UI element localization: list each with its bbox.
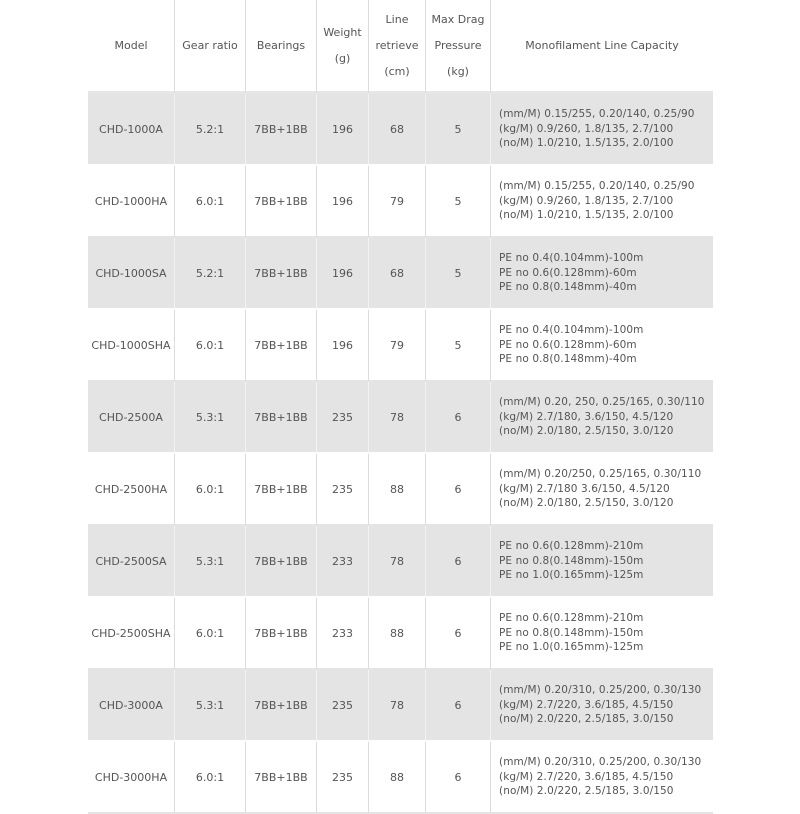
header-gear-ratio: Gear ratio [175,0,246,94]
capacity-line: (kg/M) 2.7/220, 3.6/185, 4.5/150 [499,770,674,783]
cell-gear-ratio: 5.3:1 [175,670,246,742]
cell-max-drag: 6 [426,382,491,454]
table-row [88,454,713,526]
cell-line-retrieve: 68 [369,94,426,166]
capacity-line: (mm/M) 0.15/255, 0.20/140, 0.25/90 [499,108,695,121]
capacity-line: PE no 1.0(0.165mm)-125m [499,569,644,582]
cell-line-retrieve: 79 [369,166,426,238]
capacity-line: (kg/M) 2.7/180 3.6/150, 4.5/120 [499,482,670,495]
cell-model: CHD-2500SA [88,526,175,598]
table-row [88,94,713,166]
table-row [88,382,713,454]
cell-weight: 235 [317,670,369,742]
cell-weight: 235 [317,382,369,454]
capacity-line: PE no 0.6(0.128mm)-210m [499,540,644,553]
cell-bearings: 7BB+1BB [246,94,317,166]
cell-max-drag: 6 [426,670,491,742]
capacity-line: (no/M) 1.0/210, 1.5/135, 2.0/100 [499,209,674,222]
cell-gear-ratio: 5.2:1 [175,94,246,166]
cell-gear-ratio: 6.0:1 [175,310,246,382]
cell-model: CHD-3000HA [88,742,175,814]
cell-line-capacity [491,670,713,742]
table-row [88,598,713,670]
table-row [88,742,713,814]
cell-max-drag: 5 [426,166,491,238]
header-line-capacity: Monofilament Line Capacity [491,0,713,94]
spec-table [88,0,713,814]
cell-bearings: 7BB+1BB [246,382,317,454]
table-row [88,166,713,238]
capacity-line: (kg/M) 0.9/260, 1.8/135, 2.7/100 [499,122,674,135]
cell-weight: 196 [317,238,369,310]
cell-weight: 235 [317,454,369,526]
table-row [88,670,713,742]
table-row [88,526,713,598]
header-bearings: Bearings [246,0,317,94]
cell-max-drag: 5 [426,94,491,166]
cell-line-retrieve: 68 [369,238,426,310]
capacity-line: PE no 0.6(0.128mm)-60m [499,338,637,351]
header-weight: Weight (g) [317,0,369,94]
cell-gear-ratio: 6.0:1 [175,454,246,526]
cell-bearings: 7BB+1BB [246,598,317,670]
capacity-line: (mm/M) 0.20, 250, 0.25/165, 0.30/110 [499,396,705,409]
cell-gear-ratio: 5.2:1 [175,238,246,310]
capacity-line: PE no 0.8(0.148mm)-40m [499,353,637,366]
cell-line-retrieve: 88 [369,742,426,814]
capacity-line: (no/M) 2.0/180, 2.5/150, 3.0/120 [499,425,674,438]
cell-weight: 233 [317,526,369,598]
cell-line-retrieve: 88 [369,454,426,526]
cell-line-capacity [491,382,713,454]
capacity-line: (mm/M) 0.15/255, 0.20/140, 0.25/90 [499,180,695,193]
cell-gear-ratio: 5.3:1 [175,382,246,454]
cell-model: CHD-3000A [88,670,175,742]
cell-line-capacity [491,598,713,670]
cell-line-capacity [491,454,713,526]
cell-line-capacity [491,742,713,814]
cell-bearings: 7BB+1BB [246,310,317,382]
cell-line-capacity [491,94,713,166]
cell-gear-ratio: 6.0:1 [175,598,246,670]
capacity-line: PE no 0.4(0.104mm)-100m [499,252,644,265]
capacity-line: PE no 0.6(0.128mm)-210m [499,612,644,625]
capacity-line: PE no 0.8(0.148mm)-150m [499,626,644,639]
cell-model: CHD-2500SHA [88,598,175,670]
table-row [88,310,713,382]
cell-model: CHD-2500HA [88,454,175,526]
cell-model: CHD-1000SHA [88,310,175,382]
cell-model: CHD-1000A [88,94,175,166]
cell-bearings: 7BB+1BB [246,670,317,742]
cell-weight: 196 [317,310,369,382]
capacity-line: (mm/M) 0.20/250, 0.25/165, 0.30/110 [499,468,702,481]
capacity-line: PE no 0.4(0.104mm)-100m [499,324,644,337]
capacity-line: PE no 1.0(0.165mm)-125m [499,641,644,654]
cell-weight: 233 [317,598,369,670]
cell-gear-ratio: 6.0:1 [175,742,246,814]
cell-model: CHD-1000SA [88,238,175,310]
header-line-retrieve: Line retrieve (cm) [369,0,426,94]
cell-max-drag: 6 [426,742,491,814]
cell-line-capacity [491,526,713,598]
cell-line-retrieve: 79 [369,310,426,382]
cell-gear-ratio: 5.3:1 [175,526,246,598]
cell-weight: 235 [317,742,369,814]
cell-line-retrieve: 78 [369,670,426,742]
capacity-line: (kg/M) 2.7/180, 3.6/150, 4.5/120 [499,410,674,423]
capacity-line: (kg/M) 0.9/260, 1.8/135, 2.7/100 [499,194,674,207]
cell-weight: 196 [317,94,369,166]
capacity-line: PE no 0.8(0.148mm)-40m [499,281,637,294]
cell-bearings: 7BB+1BB [246,454,317,526]
cell-max-drag: 6 [426,454,491,526]
cell-weight: 196 [317,166,369,238]
cell-gear-ratio: 6.0:1 [175,166,246,238]
capacity-line: (no/M) 2.0/180, 2.5/150, 3.0/120 [499,497,674,510]
cell-model: CHD-1000HA [88,166,175,238]
header-row [88,0,713,94]
cell-bearings: 7BB+1BB [246,238,317,310]
header-model: Model [88,0,175,94]
cell-max-drag: 6 [426,598,491,670]
table-row [88,238,713,310]
capacity-line: (no/M) 1.0/210, 1.5/135, 2.0/100 [499,137,674,150]
cell-max-drag: 5 [426,310,491,382]
cell-max-drag: 6 [426,526,491,598]
capacity-line: (no/M) 2.0/220, 2.5/185, 3.0/150 [499,785,674,798]
cell-line-capacity [491,310,713,382]
capacity-line: PE no 0.8(0.148mm)-150m [499,554,644,567]
cell-line-capacity [491,238,713,310]
header-max-drag: Max Drag Pressure (kg) [426,0,491,94]
cell-bearings: 7BB+1BB [246,526,317,598]
cell-line-retrieve: 78 [369,526,426,598]
capacity-line: (kg/M) 2.7/220, 3.6/185, 4.5/150 [499,698,674,711]
capacity-line: PE no 0.6(0.128mm)-60m [499,266,637,279]
capacity-line: (mm/M) 0.20/310, 0.25/200, 0.30/130 [499,684,702,697]
capacity-line: (no/M) 2.0/220, 2.5/185, 3.0/150 [499,713,674,726]
capacity-line: (mm/M) 0.20/310, 0.25/200, 0.30/130 [499,756,702,769]
cell-max-drag: 5 [426,238,491,310]
cell-bearings: 7BB+1BB [246,742,317,814]
cell-model: CHD-2500A [88,382,175,454]
cell-line-retrieve: 78 [369,382,426,454]
cell-line-capacity [491,166,713,238]
cell-line-retrieve: 88 [369,598,426,670]
cell-bearings: 7BB+1BB [246,166,317,238]
